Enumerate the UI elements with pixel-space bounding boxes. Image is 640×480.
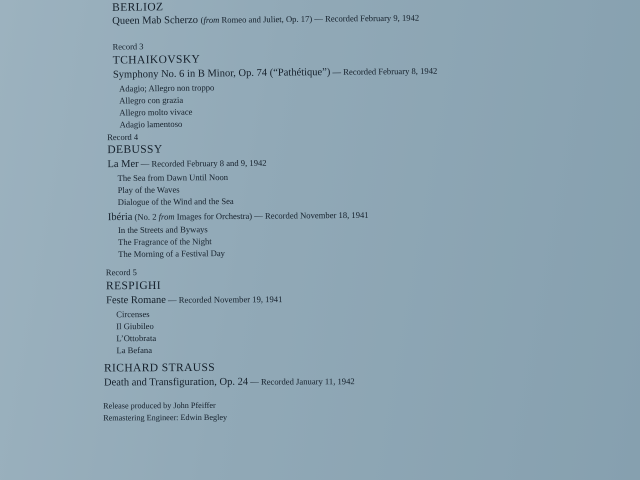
record-label: Record 5 — [105, 267, 137, 278]
credit-line: Remastering Engineer: Edwin Begley — [103, 412, 228, 423]
movement-item: La Befana — [116, 344, 153, 356]
work-source-open: (No. 2 — [132, 211, 159, 222]
movement-item: In the Streets and Byways — [117, 224, 208, 235]
recording-date: — Recorded January 11, 1942 — [248, 376, 355, 387]
work-source: Images for Orchestra) — [174, 210, 253, 222]
composer-name: DEBUSSY — [107, 143, 163, 157]
movement-item: Dialogue of the Wind and the Sea — [117, 195, 234, 207]
work-title: Symphony No. 6 in B Minor, Op. 74 (“Pathétique”) — [112, 66, 331, 81]
work-title: Queen Mab Scherzo — [112, 14, 199, 27]
movement-item: Adagio; Allegro non troppo — [119, 82, 215, 94]
recording-date: — Recorded February 8 and 9, 1942 — [138, 157, 267, 169]
from-word: from — [158, 211, 175, 222]
movement-item: Circenses — [116, 308, 150, 320]
movement-item: Play of the Waves — [117, 184, 180, 195]
composer-name: RESPIGHI — [105, 279, 162, 293]
movement-item: Il Giubileo — [116, 320, 154, 332]
movement-item: Adagio lamentoso — [119, 118, 183, 130]
recording-date: — Recorded November 19, 1941 — [165, 294, 283, 305]
movement-item: The Morning of a Festival Day — [118, 248, 225, 259]
credit-line: Release produced by John Pfeiffer — [103, 400, 216, 411]
work-source-open: ( — [200, 14, 204, 25]
from-word: from — [203, 14, 220, 25]
composer-name: BERLIOZ — [112, 1, 164, 14]
movement-item: Allegro molto vivace — [119, 106, 193, 118]
work-title: La Mer — [107, 158, 139, 171]
work-title: Death and Transfiguration, Op. 24 — [103, 376, 249, 389]
work-title: Ibéria — [107, 211, 133, 224]
composer-name: TCHAIKOVSKY — [112, 53, 201, 67]
work-title: Feste Romane — [106, 294, 166, 307]
record-label: Record 4 — [107, 131, 139, 143]
recording-date: — Recorded February 8, 1942 — [330, 65, 438, 77]
movement-item: The Sea from Dawn Until Noon — [117, 172, 229, 183]
recording-date: — Recorded February 9, 1942 — [312, 12, 420, 24]
composer-name: RICHARD STRAUSS — [103, 361, 216, 375]
movement-item: L’Ottobrata — [116, 332, 157, 344]
movement-item: The Fragrance of the Night — [118, 236, 212, 247]
recording-date: — Recorded November 18, 1941 — [252, 209, 369, 221]
record-label: Record 3 — [112, 41, 144, 52]
movement-item: Allegro con grazia — [119, 94, 184, 106]
work-source: Romeo and Juliet, Op. 17) — [219, 13, 313, 25]
